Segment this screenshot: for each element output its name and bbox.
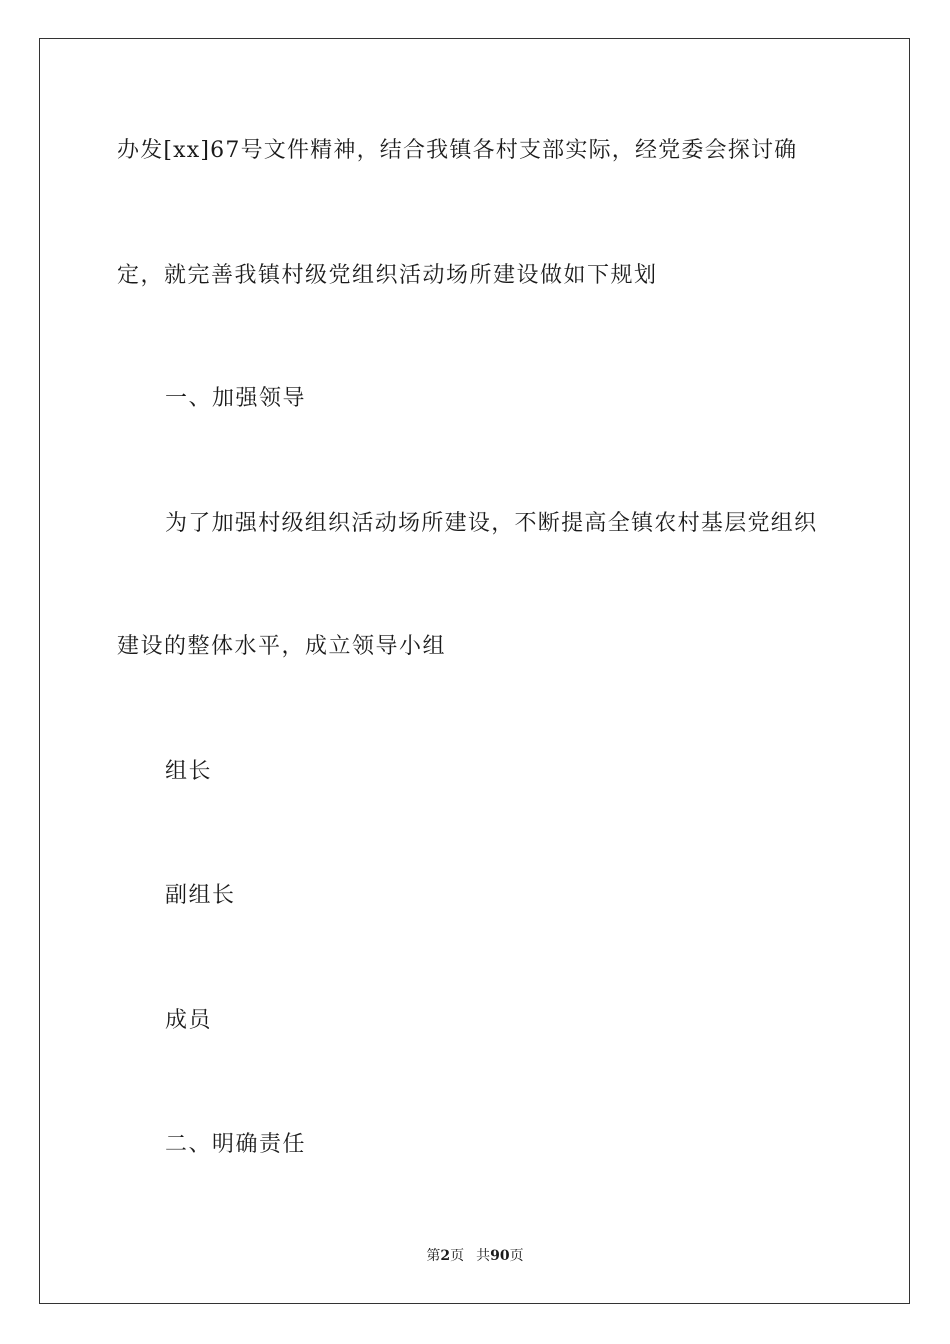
section-heading: 一、加强领导 bbox=[165, 386, 307, 411]
body-text-line: 定，就完善我镇村级党组织活动场所建设做如下规划 bbox=[117, 263, 658, 288]
page-suffix: 页 bbox=[450, 1248, 465, 1264]
page-border bbox=[39, 38, 910, 1304]
role-leader: 组长 bbox=[165, 759, 213, 784]
total-prefix: 共 bbox=[476, 1248, 491, 1264]
body-text-line: 建设的整体水平，成立领导小组 bbox=[117, 634, 447, 659]
section-heading: 二、明确责任 bbox=[165, 1132, 307, 1157]
body-text-line: 为了加强村级组织活动场所建设，不断提高全镇农村基层党组织 bbox=[165, 511, 818, 536]
role-deputy-leader: 副组长 bbox=[165, 883, 236, 908]
total-pages: 90 bbox=[490, 1248, 510, 1264]
role-members: 成员 bbox=[165, 1008, 213, 1033]
page-prefix: 第 bbox=[426, 1248, 441, 1264]
total-suffix: 页 bbox=[509, 1248, 524, 1264]
page-footer bbox=[0, 1246, 950, 1266]
page-number: 2 bbox=[440, 1248, 451, 1264]
body-text-line: 办发[xx]67号文件精神，结合我镇各村支部实际，经党委会探讨确 bbox=[117, 138, 798, 163]
